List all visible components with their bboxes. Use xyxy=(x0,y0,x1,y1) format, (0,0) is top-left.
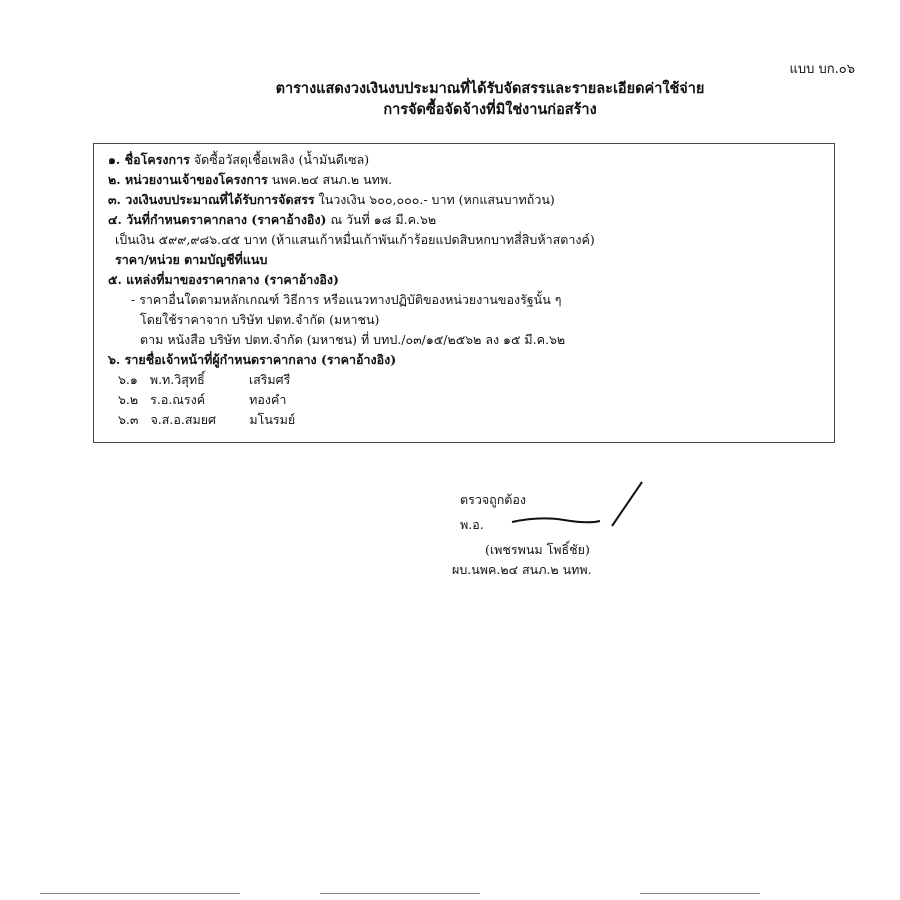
official-name: พ.ท.วิสุทธิ์ xyxy=(149,372,205,387)
item-3-label: ๓. วงเงินงบประมาณที่ได้รับการจัดสรร xyxy=(108,192,315,207)
signature-check-label: ตรวจถูกต้อง xyxy=(460,492,527,507)
title-line-2: การจัดซื้อจัดจ้างที่มิใช่งานก่อสร้าง xyxy=(383,101,597,118)
item-5-line-2: โดยใช้ราคาจาก บริษัท ปตท.จำกัด (มหาชน) xyxy=(140,312,380,327)
details-box xyxy=(93,143,835,443)
scan-edge-line xyxy=(320,893,480,894)
item-2-value: นพค.๒๔ สนภ.๒ นทพ. xyxy=(271,172,393,187)
signature-rank: พ.อ. xyxy=(460,517,484,532)
item-4 xyxy=(108,211,436,228)
official-surname: เสริมศรี xyxy=(248,372,291,387)
official-surname: มโนรมย์ xyxy=(249,412,296,427)
scan-edge-line xyxy=(640,893,760,894)
official-name: ร.อ.ณรงค์ xyxy=(150,392,206,407)
item-5-line-3: ตาม หนังสือ บริษัท ปตท.จำกัด (มหาชน) ที่ บทป./๐๓/๑๕/๒๕๖๒ ลง ๑๕ มี.ค.๖๒ xyxy=(140,332,566,347)
item-4-amount: เป็นเงิน ๕๙๙,๙๘๖.๔๕ บาท (ห้าแสนเก้าหมื่นเก้าพันเก้าร้อยแปดสิบหกบาทสี่สิบห้าสตางค์) xyxy=(115,232,595,247)
official-surname: ทองคำ xyxy=(249,392,287,407)
signer-position: ผบ.นพค.๒๔ สนภ.๒ นทพ. xyxy=(452,562,592,577)
item-4-unit: ราคา/หน่วย ตามบัญชีที่แนบ xyxy=(115,252,268,267)
item-4-label: ๔. วันที่กำหนดราคากลาง (ราคาอ้างอิง) xyxy=(108,212,327,227)
item-2 xyxy=(108,171,392,188)
official-number: ๖.๓ xyxy=(118,412,139,427)
item-3-value: ในวงเงิน ๖๐๐,๐๐๐.- บาท (หกแสนบาทถ้วน) xyxy=(318,192,555,207)
official-number: ๖.๒ xyxy=(118,392,139,407)
official-row xyxy=(118,391,286,408)
item-5-label: ๕. แหล่งที่มาของราคากลาง (ราคาอ้างอิง) xyxy=(108,272,339,287)
official-row xyxy=(118,411,295,428)
official-number: ๖.๑ xyxy=(118,372,138,387)
signer-name: (เพชรพนม โพธิ์ชัย) xyxy=(485,542,590,557)
item-1-label: ๑. ชื่อโครงการ xyxy=(108,152,190,167)
item-3 xyxy=(108,191,555,208)
item-5-line-1: - ราคาอื่นใดตามหลักเกณฑ์ วิธีการ หรือแนวทางปฏิบัติของหน่วยงานของรัฐนั้น ๆ xyxy=(131,292,562,307)
signature-mark xyxy=(500,475,660,535)
form-code: แบบ บก.๐๖ xyxy=(789,62,855,77)
document-title xyxy=(140,78,840,120)
official-name: จ.ส.อ.สมยศ xyxy=(150,412,216,427)
item-2-label: ๒. หน่วยงานเจ้าของโครงการ xyxy=(108,172,268,187)
item-1 xyxy=(108,151,369,168)
official-row xyxy=(118,371,290,388)
scan-edge-line xyxy=(40,893,240,894)
item-4-value: ณ วันที่ ๑๘ มี.ค.๖๒ xyxy=(330,212,437,227)
item-6-label: ๖. รายชื่อเจ้าหน้าที่ผู้กำหนดราคากลาง (ราคาอ้างอิง) xyxy=(108,352,397,367)
item-1-value: จัดซื้อวัสดุเชื้อเพลิง (น้ำมันดีเซล) xyxy=(193,152,370,167)
title-line-1: ตารางแสดงวงเงินงบประมาณที่ได้รับจัดสรรและรายละเอียดค่าใช้จ่าย xyxy=(275,80,705,97)
